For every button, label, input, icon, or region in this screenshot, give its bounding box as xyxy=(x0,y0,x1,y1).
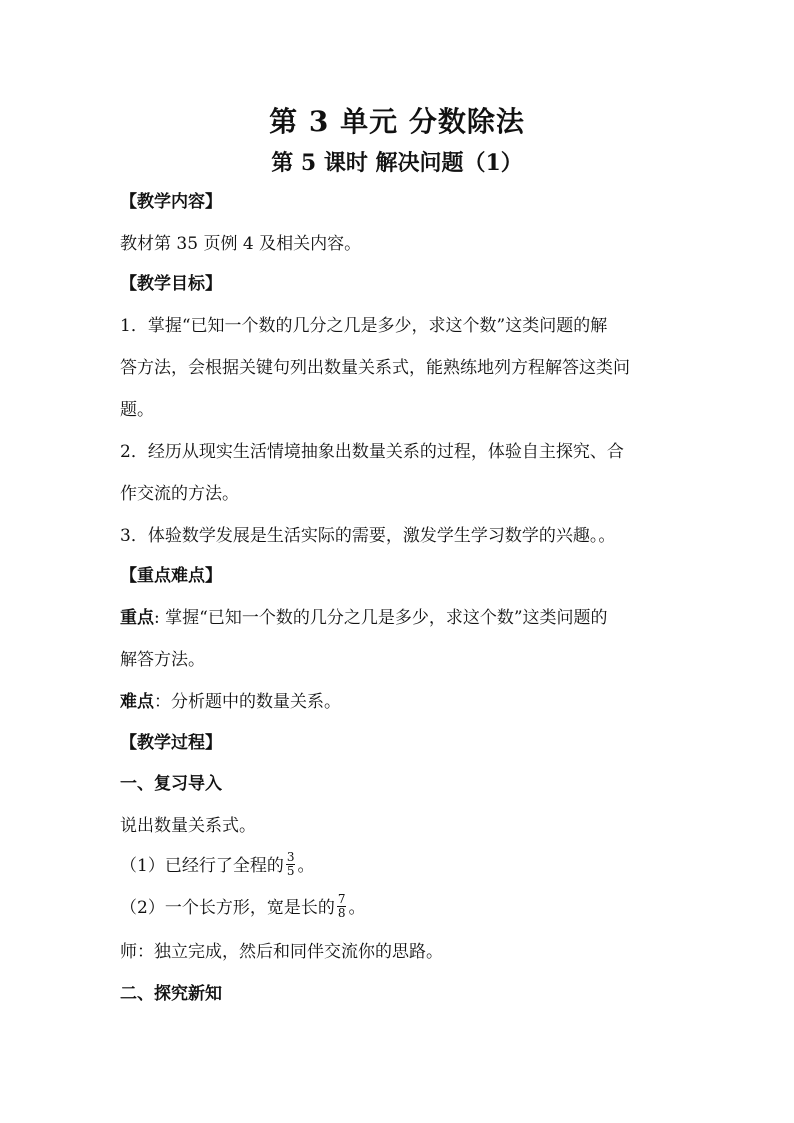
fraction-three-fifths xyxy=(286,851,296,878)
teaching-content-text: 教材第 35 页例 4 及相关内容。 xyxy=(120,234,362,254)
lesson-subtitle: 第 5 课时 解决问题（1） xyxy=(271,150,523,176)
question-1-end: 。 xyxy=(297,856,315,876)
heading-teaching-goals: 【教学目标】 xyxy=(120,274,222,294)
fraction-seven-eighths xyxy=(337,893,347,920)
fraction-numerator: 7 xyxy=(337,892,346,906)
heading-teaching-content: 【教学内容】 xyxy=(120,192,222,212)
question-1-text: （1）已经行了全程的 xyxy=(120,856,284,876)
fraction-numerator: 3 xyxy=(286,850,295,864)
difficult-point-label: 难点 xyxy=(120,692,154,712)
question-2-text: （2）一个长方形，宽是长的 xyxy=(120,898,335,918)
teacher-instruction: 师：独立完成，然后和同伴交流你的思路。 xyxy=(120,942,443,962)
heading-teaching-process: 【教学过程】 xyxy=(120,733,222,753)
fraction-denominator: 8 xyxy=(337,906,346,920)
instruction-text: 说出数量关系式。 xyxy=(120,816,256,836)
fraction-denominator: 5 xyxy=(286,864,295,878)
unit-title: 第 3 单元 分数除法 xyxy=(269,105,525,138)
goal-1-line-1: 1．掌握“已知一个数的几分之几是多少，求这个数”这类问题的解 xyxy=(120,316,608,336)
key-point-line-1 xyxy=(120,606,680,630)
goal-1-line-3: 题。 xyxy=(120,400,154,420)
key-point-label: 重点 xyxy=(120,608,154,628)
question-1 xyxy=(120,850,680,880)
key-point-line-2: 解答方法。 xyxy=(120,650,205,670)
question-2 xyxy=(120,892,680,922)
heading-key-points: 【重点难点】 xyxy=(120,566,222,586)
question-2-end: 。 xyxy=(348,898,366,918)
difficult-point-line xyxy=(120,690,680,714)
goal-3: 3．体验数学发展是生活实际的需要，激发学生学习数学的兴趣。。 xyxy=(120,526,616,546)
goal-2-line-1: 2．经历从现实生活情境抽象出数量关系的过程，体验自主探究、合 xyxy=(120,442,624,462)
difficult-point-text: ：分析题中的数量关系。 xyxy=(154,692,341,712)
goal-1-line-2: 答方法，会根据关键句列出数量关系式，能熟练地列方程解答这类问 xyxy=(120,358,630,378)
part-1-heading: 一、复习导入 xyxy=(120,774,222,794)
part-2-heading: 二、探究新知 xyxy=(120,984,222,1004)
goal-2-line-2: 作交流的方法。 xyxy=(120,484,239,504)
key-point-text: : 掌握“已知一个数的几分之几是多少，求这个数”这类问题的 xyxy=(154,608,608,628)
